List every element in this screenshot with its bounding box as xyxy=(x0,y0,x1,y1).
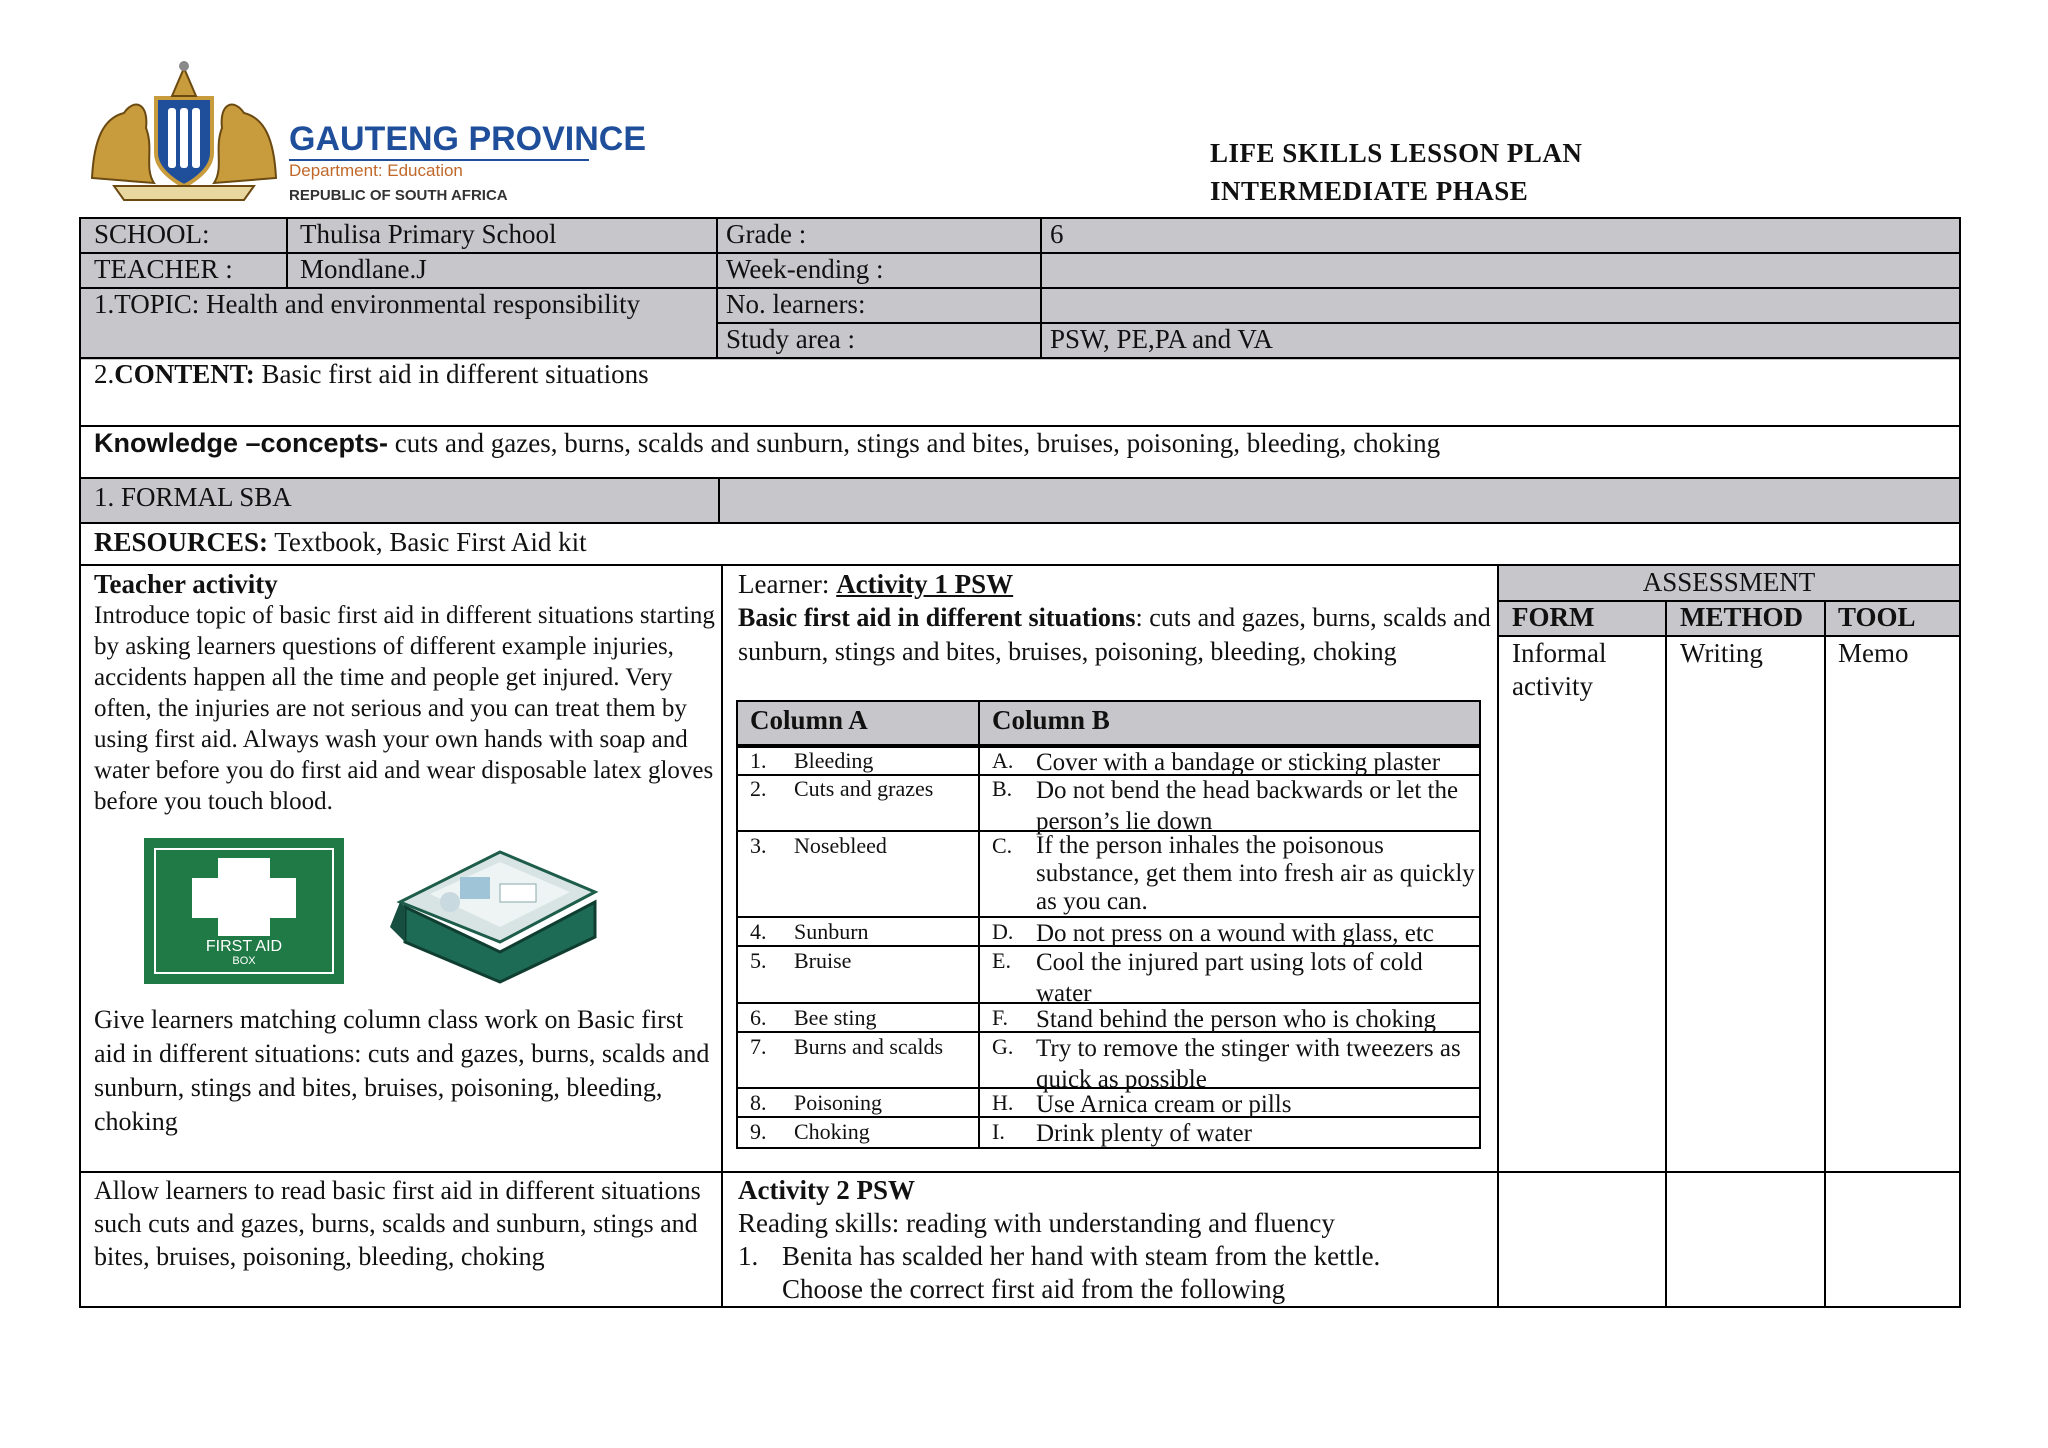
activity-2-heading: Activity 2 PSW xyxy=(738,1175,915,1205)
knowledge-line: Knowledge –concepts- cuts and gazes, burns, scalds and sunburn, stings and bites, bruises, poisoning, bleeding, choking xyxy=(94,428,1441,458)
school-value: Thulisa Primary School xyxy=(300,219,557,249)
first-aid-sign-subtext: BOX xyxy=(232,955,256,967)
teacher-value: Mondlane.J xyxy=(300,254,427,284)
first-aid-kit-icon xyxy=(380,832,610,992)
study-area-value: PSW, PE,PA and VA xyxy=(1050,324,1273,354)
question-1-number: 1. xyxy=(738,1241,759,1271)
grade-label: Grade : xyxy=(726,219,807,249)
content-line: 2.CONTENT: Basic first aid in different situations xyxy=(94,359,649,389)
grade-value: 6 xyxy=(1050,219,1064,249)
assessment-heading: ASSESSMENT xyxy=(1642,567,1816,597)
learners-label: No. learners: xyxy=(726,289,866,319)
assessment-method-value: Writing xyxy=(1680,638,1763,668)
logo-department-text: Department: Education xyxy=(289,161,463,180)
topic-text: 1.TOPIC: Health and environmental responsibility xyxy=(94,289,641,319)
formal-sba-bg xyxy=(80,477,1960,523)
assessment-form-header: FORM xyxy=(1512,602,1595,632)
formal-sba-label: 1. FORMAL SBA xyxy=(94,482,292,512)
learner-activity-heading: Learner: Activity 1 PSW xyxy=(738,569,1014,599)
assessment-tool-header: TOOL xyxy=(1838,602,1916,632)
first-aid-sign-image xyxy=(144,838,344,984)
teacher-label: TEACHER : xyxy=(94,254,233,284)
reading-skills-text: Reading skills: reading with understanding and fluency xyxy=(738,1208,1335,1238)
resources-line: RESOURCES: Textbook, Basic First Aid kit xyxy=(94,527,587,557)
logo-country-text: REPUBLIC OF SOUTH AFRICA xyxy=(289,187,508,204)
teacher-activity-reading: Allow learners to read basic first aid in different situations such cuts and gazes, burns, scalds and sunburn, stings and bites, bruises, poisoning, bleeding, choking xyxy=(94,1176,701,1271)
teacher-activity-intro: Introduce topic of basic first aid in different situations starting by asking learners questions of different example injuries, accidents happen all the time and people get injured. Very often, the injuries are not serious and you can treat them by using first aid. Always wash your own hands with soap and water before you do first aid and wear disposable latex gloves before you touch blood. xyxy=(94,602,715,815)
learner-activity-intro: Basic first aid in different situations: cuts and gazes, burns, scalds and sunburn, stings and bites, bruises, poisoning, bleeding, choking xyxy=(738,603,1491,666)
column-b-header: Column B xyxy=(992,705,1110,735)
coat-of-arms-icon xyxy=(84,58,647,208)
question-1-line-1: Benita has scalded her hand with steam from the kettle. xyxy=(782,1241,1381,1271)
question-1-line-2: Choose the correct first aid from the following xyxy=(782,1274,1286,1304)
assessment-form-value-1: Informal xyxy=(1512,638,1607,668)
week-ending-label: Week-ending : xyxy=(726,254,884,284)
teacher-activity-classwork: Give learners matching column class work on Basic first aid in different situations: cuts and gazes, burns, scalds and sunburn, stings and bites, bruises, poisoning, bleeding, choking xyxy=(94,1005,710,1136)
column-a-header: Column A xyxy=(750,705,868,735)
gauteng-logo xyxy=(84,58,647,208)
matching-table: Column A Column B 1. Bleeding A. Cover with a bandage or sticking plaster 2. Cuts and grazes B. Do not bend the head backwards or let the person’s lie down 3. Nosebleed C. If the person inhales the poisonous substance, get them into fresh air as quickly as you can. 4. Sunburn D. Do not press on a wound with glass, etc 5. Bruise E. Cool the injured part using lots of cold water 6. Bee sting F. Stand behind the person who is choking 7. Burns and scalds G. Try to remove the stinger with tweezers as quick as possible 8. Poisoning H. Use Arnica cream or pills 9. Choking I. Drink plenty of water xyxy=(736,700,1481,1149)
assessment-form-value-2: activity xyxy=(1512,671,1593,701)
study-area-label: Study area : xyxy=(726,324,855,354)
school-label: SCHOOL: xyxy=(94,219,210,249)
phase-title: INTERMEDIATE PHASE xyxy=(1210,176,1529,206)
plan-title: LIFE SKILLS LESSON PLAN xyxy=(1210,138,1583,168)
assessment-tool-value: Memo xyxy=(1838,638,1909,668)
logo-province-text: GAUTENG PROVINCE xyxy=(289,120,647,158)
first-aid-sign-text: FIRST AID xyxy=(205,938,283,955)
first-aid-kit-image xyxy=(380,832,610,992)
teacher-activity-heading: Teacher activity xyxy=(94,569,278,599)
assessment-method-header: METHOD xyxy=(1680,602,1804,632)
